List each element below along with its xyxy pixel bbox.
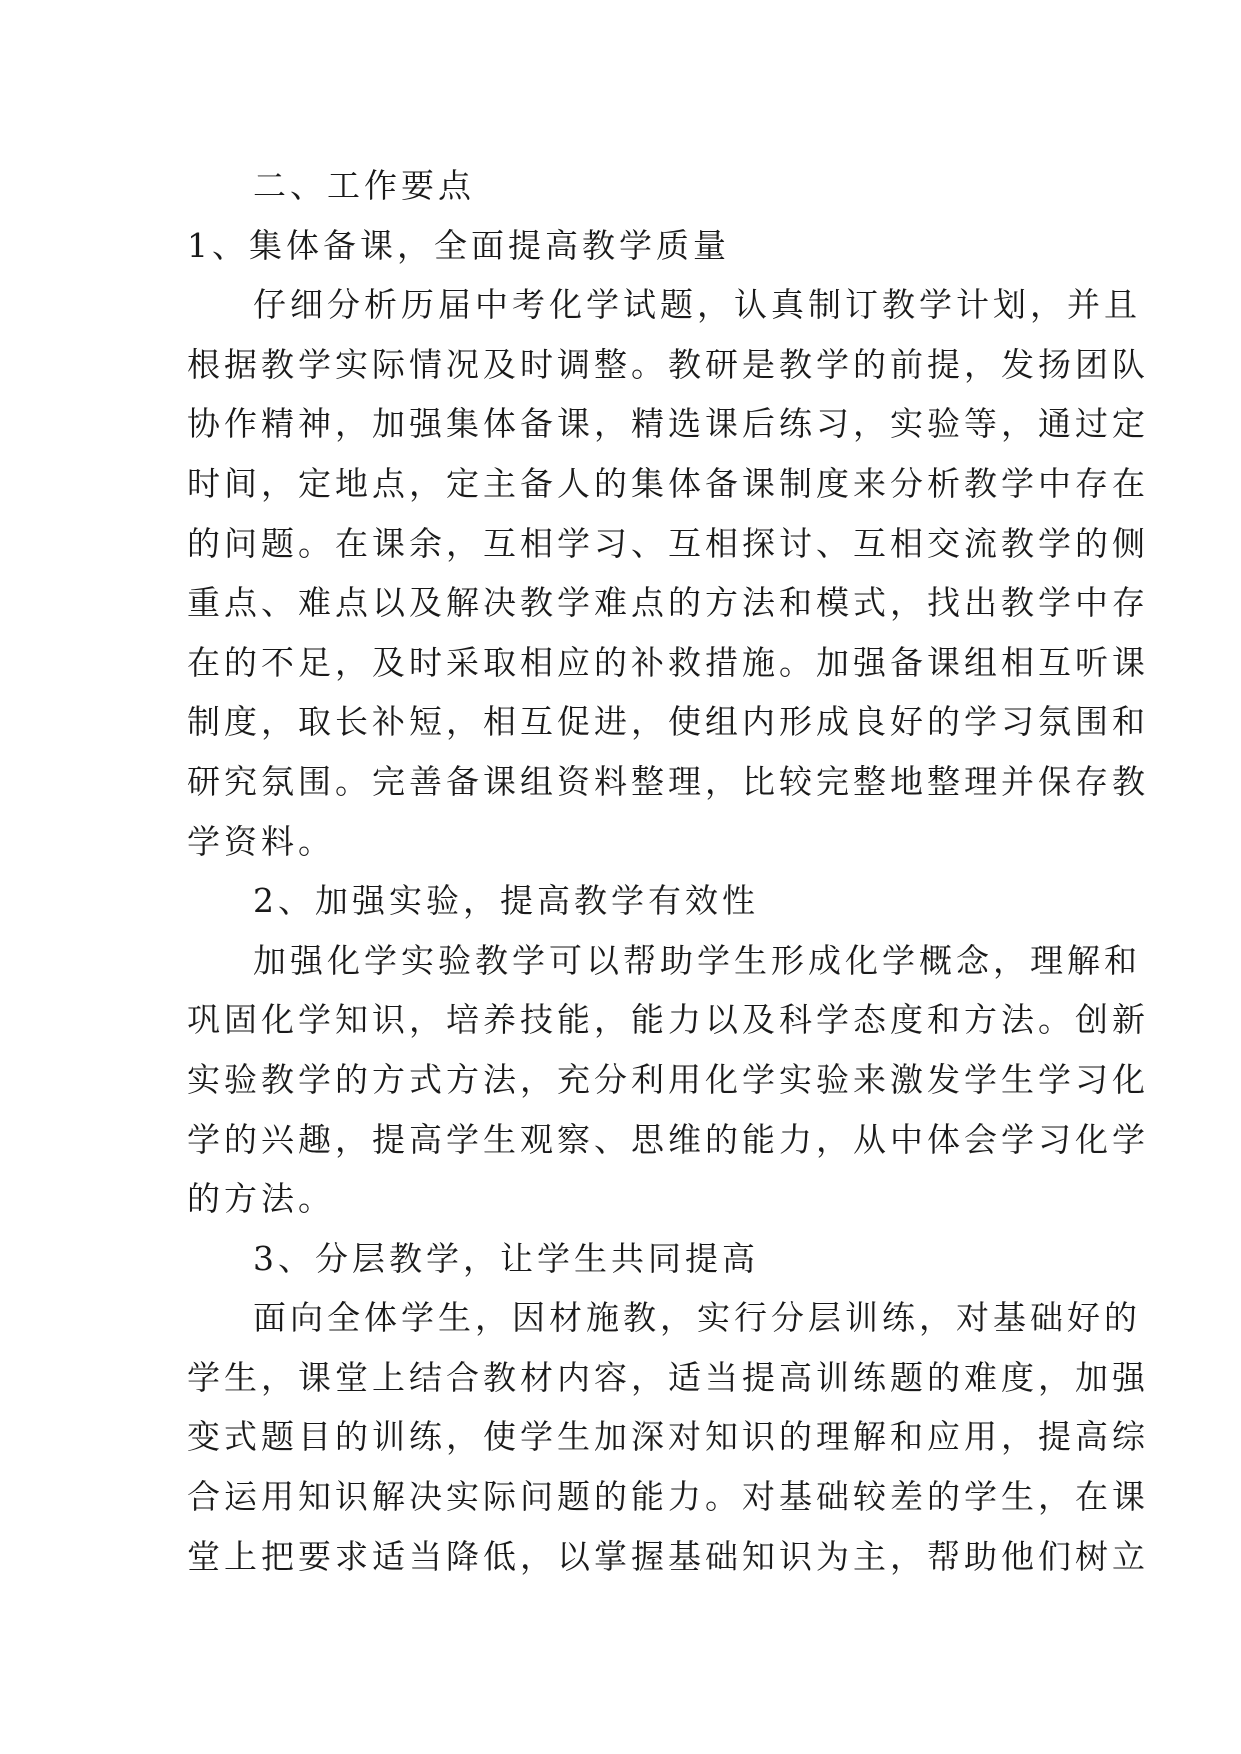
paragraph-line: 合运用知识解决实际问题的能力。对基础较差的学生，在课 [187,1477,1149,1517]
paragraph-line: 学生，课堂上结合教材内容，适当提高训练题的难度，加强 [187,1357,1149,1397]
paragraph-line: 巩固化学知识，培养技能，能力以及科学态度和方法。创新 [187,1000,1149,1040]
paragraph-line: 学资料。 [187,821,335,861]
paragraph-line: 时间，定地点，定主备人的集体备课制度来分析教学中存在 [187,463,1149,503]
paragraph-line: 学的兴趣，提高学生观察、思维的能力，从中体会学习化学 [187,1119,1149,1159]
paragraph-line: 变式题目的训练，使学生加深对知识的理解和应用，提高综 [187,1417,1149,1457]
paragraph-line: 堂上把要求适当降低，以掌握基础知识为主，帮助他们树立 [187,1536,1149,1576]
paragraph-line: 实验教学的方式方法，充分利用化学实验来激发学生学习化 [187,1059,1149,1099]
document-body [187,156,1149,1586]
section-heading: 二、工作要点 [253,166,475,205]
paragraph-line: 的问题。在课余，互相学习、互相探讨、互相交流教学的侧 [187,523,1149,563]
paragraph-line: 加强化学实验教学可以帮助学生形成化学概念，理解和 [253,940,1141,980]
paragraph-line: 面向全体学生，因材施教，实行分层训练，对基础好的 [253,1298,1141,1338]
paragraph-line: 的方法。 [187,1179,335,1219]
paragraph-line: 根据教学实际情况及时调整。教研是教学的前提，发扬团队 [187,344,1149,384]
subsection-heading-1: 1、集体备课，全面提高教学质量 [187,225,730,265]
paragraph-line: 研究氛围。完善备课组资料整理，比较完整地整理并保存教 [187,761,1149,801]
paragraph-line: 仔细分析历届中考化学试题，认真制订教学计划，并且 [253,285,1141,325]
paragraph-line: 在的不足，及时采取相应的补救措施。加强备课组相互听课 [187,642,1149,682]
subsection-heading-3: 3、分层教学，让学生共同提高 [253,1238,759,1278]
paragraph-line: 制度，取长补短，相互促进，使组内形成良好的学习氛围和 [187,702,1149,742]
subsection-heading-2: 2、加强实验，提高教学有效性 [253,881,759,921]
paragraph-line: 协作精神，加强集体备课，精选课后练习，实验等，通过定 [187,404,1149,444]
paragraph-line: 重点、难点以及解决教学难点的方法和模式，找出教学中存 [187,583,1149,623]
